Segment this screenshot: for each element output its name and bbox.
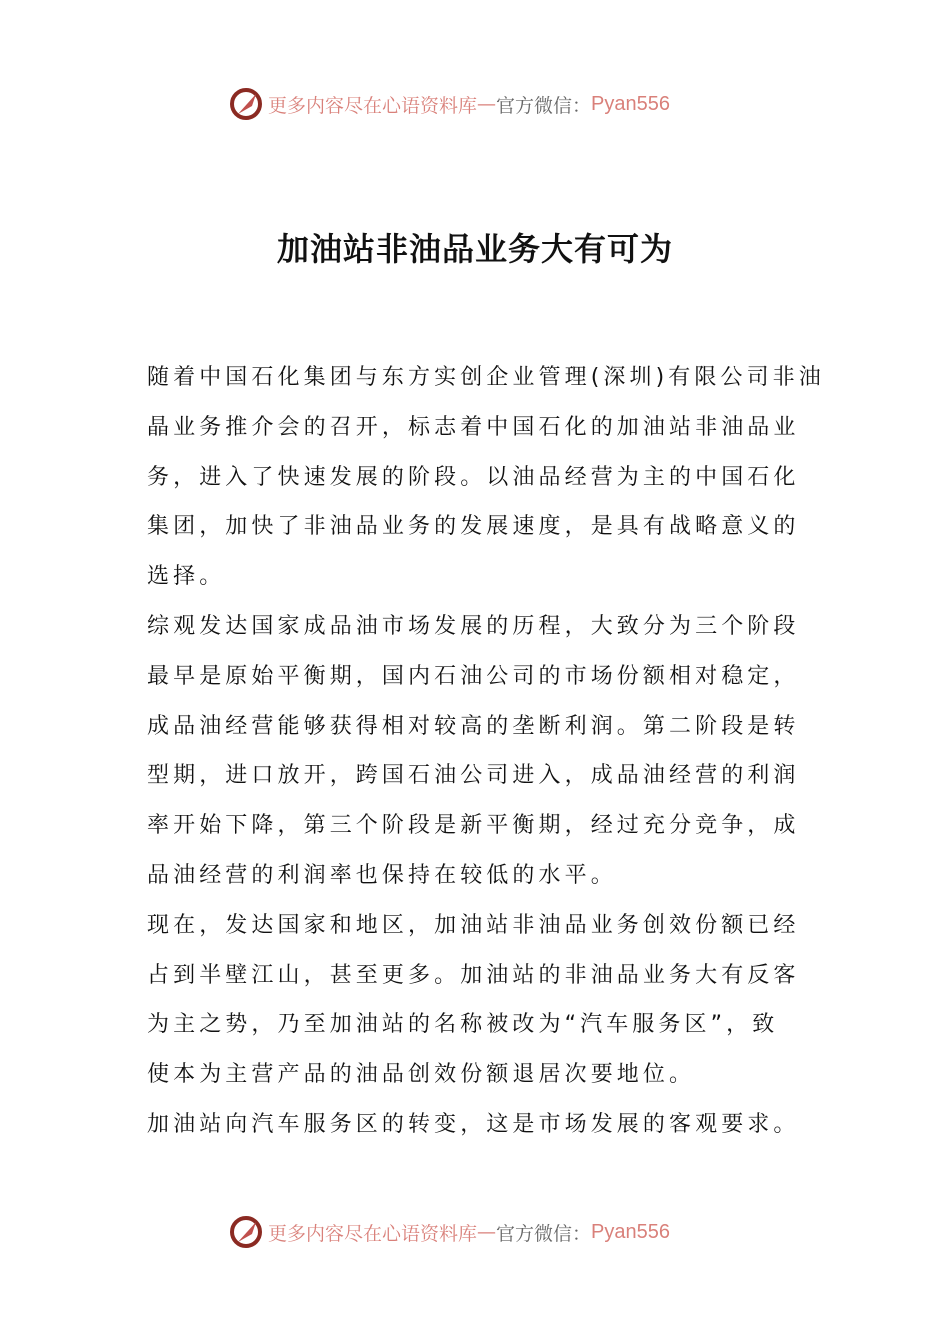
body-line: 为主之势，乃至加油站的名称被改为“汽车服务区”，致 [147,1012,779,1038]
body-line: 型期，进口放开，跨国石油公司进入，成品油经营的利润 [147,763,800,789]
quill-logo-icon [228,86,264,122]
body-line: 使本为主营产品的油品创效份额退居次要地位。 [147,1062,696,1088]
body-line: 集团，加快了非油品业务的发展速度，是具有战略意义的 [147,514,800,540]
document-body [147,360,825,1157]
body-line: 成品油经营能够获得相对较高的垄断利润。第二阶段是转 [147,713,800,739]
body-line: 最早是原始平衡期，国内石油公司的市场份额相对稳定， [147,663,800,689]
header-label: 官方微信： [496,94,592,117]
body-line: 随着中国石化集团与东方实创企业管理(深圳)有限公司非油 [147,365,825,390]
document-title: 加油站非油品业务大有可为 [276,230,673,268]
footer-dash: — [477,1221,497,1243]
footer-label: 官方微信： [496,1222,592,1245]
body-line: 占到半壁江山，甚至更多。加油站的非油品业务大有反客 [147,962,800,988]
header-dash: — [477,93,497,115]
body-line: 品油经营的利润率也保持在较低的水平。 [147,862,617,888]
header-wechat-id: Pyan556 [591,92,670,115]
footer-wechat-id: Pyan556 [591,1220,670,1243]
body-line: 晶业务推介会的召开，标志着中国石化的加油站非油品业 [147,414,800,440]
body-line: 选择。 [147,564,226,590]
body-line: 务，进入了快速发展的阶段。以油品经营为主的中国石化 [147,464,800,490]
body-line: 率开始下降，第三个阶段是新平衡期，经过充分竞争，成 [147,813,800,839]
quill-logo-icon [228,1214,264,1250]
body-line: 现在，发达国家和地区，加油站非油品业务创效份额已经 [147,912,800,938]
header-source: 更多内容尽在心语资料库 [268,94,478,117]
body-line: 综观发达国家成品油市场发展的历程，大致分为三个阶段 [147,613,800,639]
footer-source: 更多内容尽在心语资料库 [268,1222,478,1245]
header-watermark [228,84,670,124]
body-line: 加油站向汽车服务区的转变，这是市场发展的客观要求。 [147,1111,800,1137]
footer-watermark [228,1212,670,1252]
